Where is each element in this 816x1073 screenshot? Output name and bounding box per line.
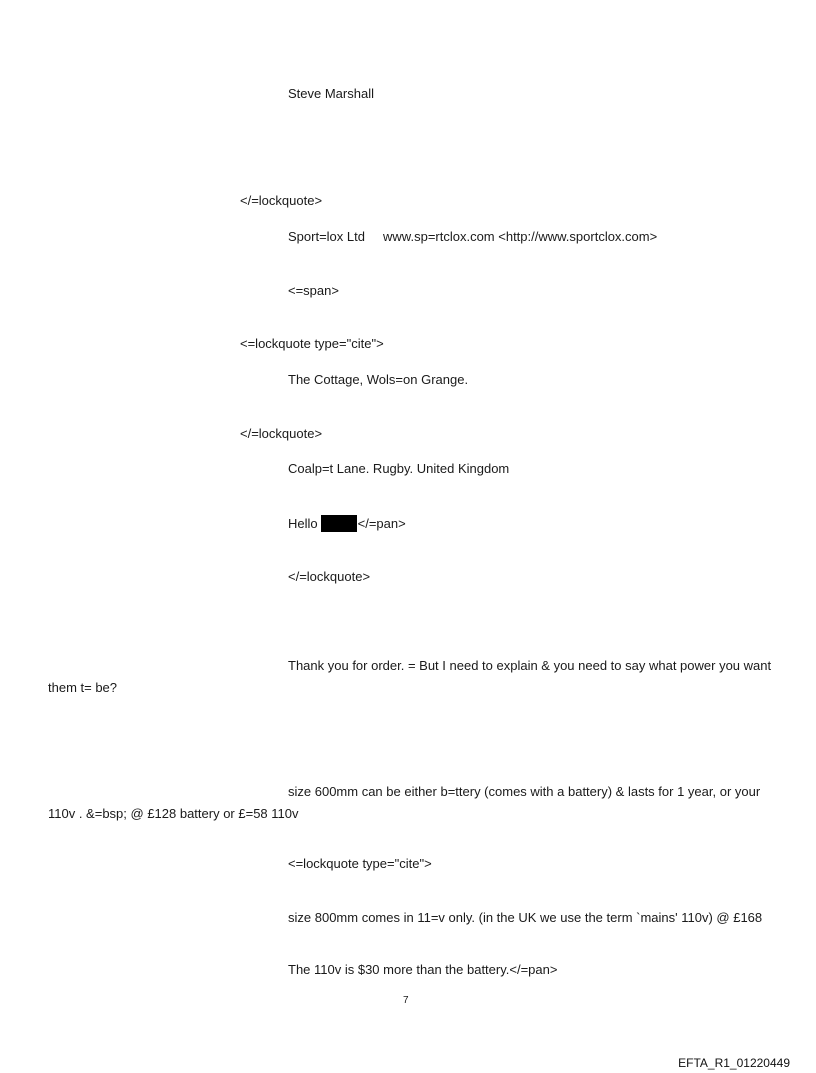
thanks-paragraph: Thank you for order. = But I need to explain & you need to say what power you want them t= be? — [48, 658, 772, 695]
signature-name: Steve Marshall — [288, 86, 374, 101]
redaction-block — [321, 515, 357, 532]
blockquote-close-tag-3: </=lockquote> — [288, 569, 371, 584]
size-600-paragraph: size 600mm can be either b=ttery (comes with a battery) & lasts for 1 year, or your 110v . &=bsp; @ £128 battery or £=58 110v — [48, 784, 761, 821]
blockquote-cite-tag: <=lockquote type="cite"> — [240, 336, 384, 351]
address-line-2: Coalp=t Lane. Rugby. United Kingdom — [288, 461, 510, 476]
blockquote-cite-tag-2: <=lockquote type="cite"> — [288, 856, 432, 871]
size-800-paragraph: size 800mm comes in 11=v only. (in the UK we use the term `mains' 110v) @ £168 — [288, 910, 763, 925]
blockquote-close-tag-2: </=lockquote> — [240, 426, 323, 441]
span-close-tag: </=pan> — [357, 516, 406, 531]
blockquote-close-tag: </=lockquote> — [240, 193, 323, 208]
page-number: 7 — [403, 995, 409, 1006]
span-tag: <=span> — [288, 283, 339, 298]
greeting-text: Hello — [288, 516, 318, 531]
price-difference-line: The 110v is $30 more than the battery.</=pan> — [288, 962, 558, 977]
company-line: Sport=lox Ltd www.sp=rtclox.com <http://www.sportclox.com> — [288, 229, 658, 244]
document-id: EFTA_R1_01220449 — [678, 1056, 790, 1070]
address-line-1: The Cottage, Wols=on Grange. — [288, 372, 469, 387]
greeting-line — [288, 515, 406, 532]
